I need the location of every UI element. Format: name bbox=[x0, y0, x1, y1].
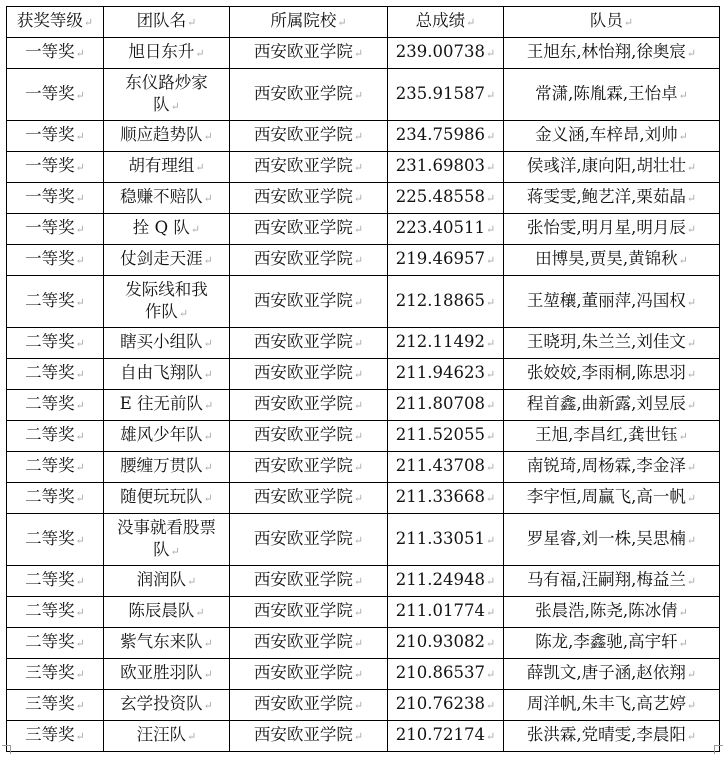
cell-total-score: 225.48558 ↵ bbox=[388, 183, 504, 214]
cell-award-level: 二等奖 ↵ bbox=[7, 597, 104, 628]
cell-team-name: 顺应趋势队 ↵ bbox=[104, 121, 230, 152]
cell-award-level: 二等奖 ↵ bbox=[7, 566, 104, 597]
cell-members: 侯彧洋,康向阳,胡壮壮 ↵ bbox=[504, 152, 720, 183]
cell-team-name: 陈辰晨队 ↵ bbox=[104, 597, 230, 628]
cell-team-name: 旭日东升 ↵ bbox=[104, 38, 230, 69]
cell-school: 西安欧亚学院 ↵ bbox=[230, 483, 388, 514]
table-row bbox=[7, 328, 720, 359]
cell-total-score: 212.11492 ↵ bbox=[388, 328, 504, 359]
table-row bbox=[7, 659, 720, 690]
cell-award-level: 一等奖 ↵ bbox=[7, 183, 104, 214]
header-members: 队员 ↵ bbox=[504, 7, 720, 38]
cell-team-name: 仗剑走天涯 ↵ bbox=[104, 245, 230, 276]
cell-total-score: 234.75986 ↵ bbox=[388, 121, 504, 152]
cell-school: 西安欧亚学院 ↵ bbox=[230, 690, 388, 721]
cell-total-score: 211.01774 ↵ bbox=[388, 597, 504, 628]
cell-school: 西安欧亚学院 ↵ bbox=[230, 597, 388, 628]
cell-award-level: 二等奖 ↵ bbox=[7, 328, 104, 359]
table-row bbox=[7, 183, 720, 214]
cell-members: 周洋帆,朱丰飞,高艺婷 ↵ bbox=[504, 690, 720, 721]
cell-team-name: 发际线和我作队 ↵ bbox=[104, 276, 230, 328]
cell-team-name: 腰缠万贯队 ↵ bbox=[104, 452, 230, 483]
cell-team-name: 稳赚不赔队 ↵ bbox=[104, 183, 230, 214]
cell-members: 张洪霖,党晴雯,李晨阳 ↵ bbox=[504, 721, 720, 752]
header-total-score: 总成绩 ↵ bbox=[388, 7, 504, 38]
cell-members: 王晓玥,朱兰兰,刘佳文 ↵ bbox=[504, 328, 720, 359]
cell-members: 王旭,李昌红,龚世钰 ↵ bbox=[504, 421, 720, 452]
cell-award-level: 三等奖 ↵ bbox=[7, 690, 104, 721]
cell-members: 薛凯文,唐子涵,赵依翔 ↵ bbox=[504, 659, 720, 690]
cell-school: 西安欧亚学院 ↵ bbox=[230, 359, 388, 390]
cell-school: 西安欧亚学院 ↵ bbox=[230, 328, 388, 359]
cell-team-name: 欧亚胜羽队 ↵ bbox=[104, 659, 230, 690]
table-row bbox=[7, 390, 720, 421]
page-corner-mark bbox=[714, 745, 723, 754]
cell-award-level: 二等奖 ↵ bbox=[7, 359, 104, 390]
cell-school: 西安欧亚学院 ↵ bbox=[230, 452, 388, 483]
cell-members: 南锐琦,周杨霖,李金泽 ↵ bbox=[504, 452, 720, 483]
table-row bbox=[7, 276, 720, 328]
cell-team-name: 玄学投资队 ↵ bbox=[104, 690, 230, 721]
table-row bbox=[7, 628, 720, 659]
cell-total-score: 212.18865 ↵ bbox=[388, 276, 504, 328]
cell-total-score: 211.24948 ↵ bbox=[388, 566, 504, 597]
cell-school: 西安欧亚学院 ↵ bbox=[230, 152, 388, 183]
cell-team-name: 胡有理组 ↵ bbox=[104, 152, 230, 183]
cell-award-level: 二等奖 ↵ bbox=[7, 628, 104, 659]
header-team-name: 团队名 ↵ bbox=[104, 7, 230, 38]
cell-members: 王旭东,林怡翔,徐奥宸 ↵ bbox=[504, 38, 720, 69]
header-row bbox=[7, 7, 720, 38]
cell-members: 金义涵,车梓昂,刘帅 ↵ bbox=[504, 121, 720, 152]
cell-award-level: 一等奖 ↵ bbox=[7, 38, 104, 69]
cell-team-name: 没事就看股票队 ↵ bbox=[104, 514, 230, 566]
cell-award-level: 三等奖 ↵ bbox=[7, 659, 104, 690]
cell-team-name: 自由飞翔队 ↵ bbox=[104, 359, 230, 390]
table-row bbox=[7, 452, 720, 483]
table-row bbox=[7, 566, 720, 597]
cell-team-name: 随便玩玩队 ↵ bbox=[104, 483, 230, 514]
cell-school: 西安欧亚学院 ↵ bbox=[230, 628, 388, 659]
cell-award-level: 二等奖 ↵ bbox=[7, 514, 104, 566]
cell-total-score: 223.40511 ↵ bbox=[388, 214, 504, 245]
cell-total-score: 210.93082 ↵ bbox=[388, 628, 504, 659]
cell-school: 西安欧亚学院 ↵ bbox=[230, 390, 388, 421]
cell-award-level: 二等奖 ↵ bbox=[7, 390, 104, 421]
cell-total-score: 210.72174 ↵ bbox=[388, 721, 504, 752]
cell-members: 李宇恒,周赢飞,高一帆 ↵ bbox=[504, 483, 720, 514]
table-row bbox=[7, 245, 720, 276]
cell-total-score: 211.33051 ↵ bbox=[388, 514, 504, 566]
table-row bbox=[7, 690, 720, 721]
cell-school: 西安欧亚学院 ↵ bbox=[230, 421, 388, 452]
cell-school: 西安欧亚学院 ↵ bbox=[230, 659, 388, 690]
cell-total-score: 239.00738 ↵ bbox=[388, 38, 504, 69]
cell-team-name: 汪汪队 ↵ bbox=[104, 721, 230, 752]
header-school: 所属院校 ↵ bbox=[230, 7, 388, 38]
cell-team-name: 东仪路炒家队 ↵ bbox=[104, 69, 230, 121]
cell-team-name: 拴 Q 队 ↵ bbox=[104, 214, 230, 245]
cell-award-level: 一等奖 ↵ bbox=[7, 69, 104, 121]
cell-school: 西安欧亚学院 ↵ bbox=[230, 38, 388, 69]
cell-team-name: 瞎买小组队 ↵ bbox=[104, 328, 230, 359]
cell-team-name: 紫气东来队 ↵ bbox=[104, 628, 230, 659]
cell-award-level: 一等奖 ↵ bbox=[7, 214, 104, 245]
cell-team-name: E 往无前队 ↵ bbox=[104, 390, 230, 421]
cell-school: 西安欧亚学院 ↵ bbox=[230, 69, 388, 121]
cell-school: 西安欧亚学院 ↵ bbox=[230, 214, 388, 245]
cell-total-score: 210.76238 ↵ bbox=[388, 690, 504, 721]
cell-members: 蒋雯雯,鲍艺洋,栗茹晶 ↵ bbox=[504, 183, 720, 214]
table-row bbox=[7, 514, 720, 566]
header-award-level: 获奖等级 ↵ bbox=[7, 7, 104, 38]
cell-total-score: 235.91587 ↵ bbox=[388, 69, 504, 121]
table-row bbox=[7, 69, 720, 121]
cell-award-level: 二等奖 ↵ bbox=[7, 452, 104, 483]
cell-total-score: 210.86537 ↵ bbox=[388, 659, 504, 690]
cell-school: 西安欧亚学院 ↵ bbox=[230, 183, 388, 214]
cell-members: 王堃穰,董丽萍,冯国权 ↵ bbox=[504, 276, 720, 328]
cell-total-score: 219.46957 ↵ bbox=[388, 245, 504, 276]
cell-award-level: 一等奖 ↵ bbox=[7, 245, 104, 276]
cell-members: 常潇,陈胤霖,王怡卓 ↵ bbox=[504, 69, 720, 121]
cell-members: 罗星睿,刘一株,吴思楠 ↵ bbox=[504, 514, 720, 566]
cell-members: 马有福,汪嗣翔,梅益兰 ↵ bbox=[504, 566, 720, 597]
cell-total-score: 211.80708 ↵ bbox=[388, 390, 504, 421]
cell-members: 田博昊,贾昊,黄锦秋 ↵ bbox=[504, 245, 720, 276]
cell-school: 西安欧亚学院 ↵ bbox=[230, 514, 388, 566]
cell-members: 张晨浩,陈尧,陈冰倩 ↵ bbox=[504, 597, 720, 628]
cell-total-score: 211.43708 ↵ bbox=[388, 452, 504, 483]
cell-members: 张姣姣,李雨桐,陈思羽 ↵ bbox=[504, 359, 720, 390]
table-row bbox=[7, 359, 720, 390]
table-row bbox=[7, 483, 720, 514]
cell-team-name: 雄风少年队 ↵ bbox=[104, 421, 230, 452]
cell-award-level: 三等奖 ↵ bbox=[7, 721, 104, 752]
cell-members: 程首鑫,曲新露,刘昱辰 ↵ bbox=[504, 390, 720, 421]
page-corner-mark bbox=[2, 745, 11, 754]
cell-total-score: 231.69803 ↵ bbox=[388, 152, 504, 183]
cell-school: 西安欧亚学院 ↵ bbox=[230, 121, 388, 152]
cell-school: 西安欧亚学院 ↵ bbox=[230, 566, 388, 597]
cell-award-level: 二等奖 ↵ bbox=[7, 421, 104, 452]
table-row bbox=[7, 597, 720, 628]
cell-total-score: 211.33668 ↵ bbox=[388, 483, 504, 514]
cell-school: 西安欧亚学院 ↵ bbox=[230, 721, 388, 752]
cell-school: 西安欧亚学院 ↵ bbox=[230, 245, 388, 276]
awards-table bbox=[6, 6, 720, 752]
table-row bbox=[7, 721, 720, 752]
table-row bbox=[7, 152, 720, 183]
cell-team-name: 润润队 ↵ bbox=[104, 566, 230, 597]
cell-award-level: 一等奖 ↵ bbox=[7, 152, 104, 183]
table-row bbox=[7, 421, 720, 452]
cell-members: 陈龙,李鑫驰,高宇轩 ↵ bbox=[504, 628, 720, 659]
cell-award-level: 二等奖 ↵ bbox=[7, 276, 104, 328]
cell-award-level: 二等奖 ↵ bbox=[7, 483, 104, 514]
cell-award-level: 一等奖 ↵ bbox=[7, 121, 104, 152]
table-row bbox=[7, 38, 720, 69]
cell-members: 张怡雯,明月星,明月辰 ↵ bbox=[504, 214, 720, 245]
table-row bbox=[7, 214, 720, 245]
cell-total-score: 211.94623 ↵ bbox=[388, 359, 504, 390]
cell-total-score: 211.52055 ↵ bbox=[388, 421, 504, 452]
cell-school: 西安欧亚学院 ↵ bbox=[230, 276, 388, 328]
table-row bbox=[7, 121, 720, 152]
